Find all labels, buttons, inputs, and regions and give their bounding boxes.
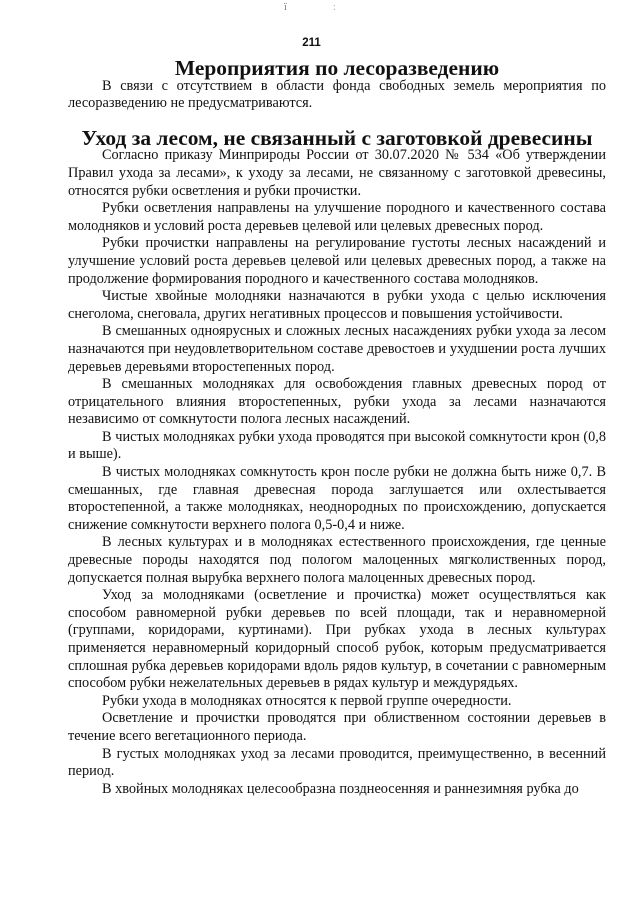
paragraph: Рубки осветления направлены на улучшение породного и качественного состава молодняков и условий роста деревьев целевой или целевых древесных пород. <box>68 200 606 234</box>
paragraph: Рубки ухода в молодняках относятся к первой группе очередности. <box>102 692 512 709</box>
paragraph: В хвойных молодняках целесообразна позднеосенняя и раннезимняя рубка до <box>102 780 579 797</box>
scan-artifact: : <box>333 2 336 13</box>
paragraph: Рубки прочистки направлены на регулирование густоты лесных насаждений и улучшение условий роста деревьев целевой или целевых древесных пород, а также на продолжение формирования породного и качественного состава молодняков. <box>68 235 606 287</box>
paragraph: В смешанных одноярусных и сложных лесных насаждениях рубки ухода за лесом назначаются при неудовлетворительном составе древостоев и ухудшении роста лучших деревьев деревьями второстепенных пород. <box>68 323 606 375</box>
paragraph: Уход за молодняками (осветление и прочистка) может осуществляться как способом равномерной рубки деревьев по всей площади, так и неравномерной (группами, коридорами, куртинами). При рубках ухода в лесных культурах применяется неравномерный коридорный способ рубок, которым предусматривается сплошная рубка деревьев коридорами вдоль рядов культур, в сочетании с равномерным способом рубки нежелательных деревьев в рядах культур и междурядьях. <box>68 587 606 692</box>
paragraph: В смешанных молодняках для освобождения главных древесных пород от отрицательного влияния второстепенных, рубки ухода за лесами назначаются независимо от сомкнутости полога лесных насаждений. <box>68 376 606 428</box>
paragraph: В лесных культурах и в молодняках естественного происхождения, где ценные древесные породы находятся под пологом малоценных мягколиственных пород, допускается полная вырубка верхнего полога малоценных древесных пород. <box>68 534 606 586</box>
section-heading-afforestation: Мероприятия по лесоразведению <box>174 56 500 80</box>
paragraph: В чистых молодняках рубки ухода проводятся при высокой сомкнутости крон (0,8 и выше). <box>68 428 606 463</box>
scan-artifact: ї <box>284 2 287 13</box>
paragraph: В связи с отсутствием в области фонда свободных земель мероприятия по лесоразведению не предусматриваются. <box>68 77 606 112</box>
document-body <box>68 56 606 798</box>
paragraph: Согласно приказу Минприроды России от 30.07.2020 № 534 «Об утверждении Правил ухода за лесами», к уходу за лесами, не связанному с заготовкой древесины, относятся рубки осветления и рубки прочистки. <box>68 147 606 199</box>
paragraph: Чистые хвойные молодняки назначаются в рубки ухода с целью исключения снеголома, снеговала, других негативных процессов и повышения устойчивости. <box>68 288 606 322</box>
paragraph: Осветление и прочистки проводятся при облиственном состоянии деревьев в течение всего вегетационного периода. <box>68 710 606 744</box>
page-number: 211 <box>302 37 321 49</box>
paragraph: В густых молодняках уход за лесами проводится, преимущественно, в весенний период. <box>68 745 606 780</box>
paragraph: В чистых молодняках сомкнутость крон после рубки не должна быть ниже 0,7. В смешанных, где главная древесная порода заглушается или охлестывается второстепенной, а также молодняках, неоднородных по происхождению, допускается снижение сомкнутости верхнего полога 0,5-0,4 и ниже. <box>68 464 606 533</box>
section-heading-forest-care: Уход за лесом, не связанный с заготовкой древесины <box>81 125 593 150</box>
